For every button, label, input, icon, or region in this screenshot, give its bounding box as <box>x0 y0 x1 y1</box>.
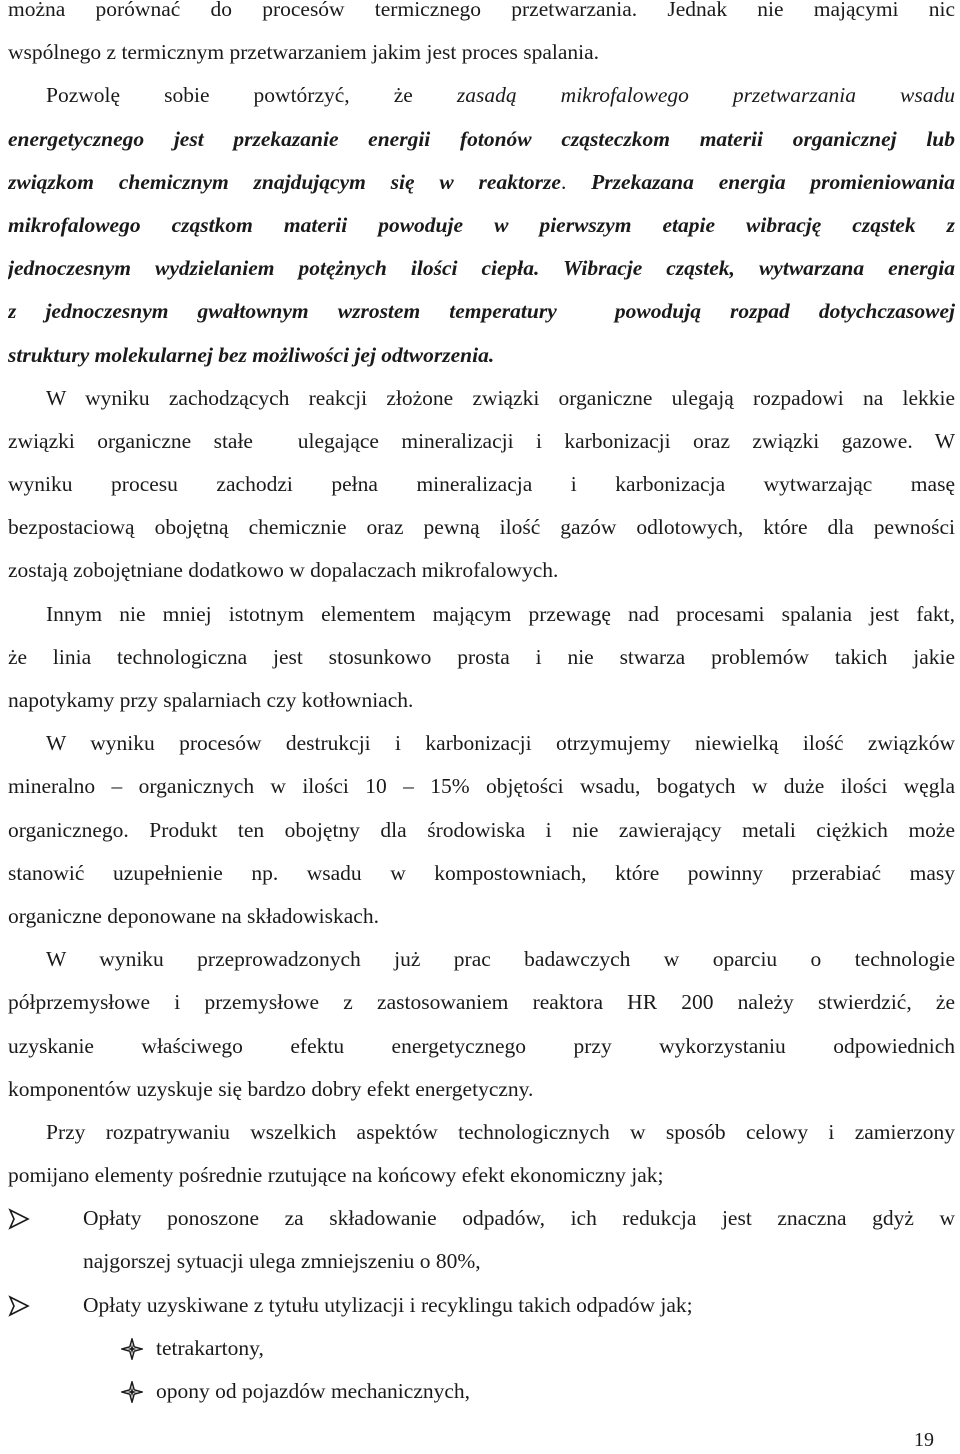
text-line: W wyniku zachodzących reakcji złożone związki organiczne ulegają rozpadowi na lekkie <box>46 385 955 410</box>
bold-italic-segment: energetycznego jest przekazanie energii fotonów cząsteczkom materii organicznej lub <box>8 126 955 151</box>
arrow-bullet-icon <box>8 1208 30 1230</box>
text-line: półprzemysłowe i przemysłowe z zastosowaniem reaktora HR 200 należy stwierdzić, że <box>8 990 955 1015</box>
text-line: zostają zobojętniane dodatkowo w dopalaczach mikrofalowych. <box>8 558 559 583</box>
bullet-text: Opłaty uzyskiwane z tytułu utylizacji i recyklingu takich odpadów jak; <box>83 1292 693 1317</box>
text-line: komponentów uzyskuje się bardzo dobry efekt energetyczny. <box>8 1076 534 1101</box>
bullet-item <box>8 1197 955 1283</box>
paragraph-4 <box>8 593 955 723</box>
text-line <box>8 74 955 117</box>
bold-italic-segment: związkom chemicznym znajdującym się w reaktorze <box>8 169 561 194</box>
bullet-item <box>8 1284 955 1414</box>
text-line <box>8 1197 955 1240</box>
paragraph-5 <box>8 722 955 938</box>
text-line: organicznego. Produkt ten obojętny dla środowiska i nie zawierający metali ciężkich może <box>8 817 955 842</box>
text-line: W wyniku przeprowadzonych już prac badawczych w oparciu o technologie <box>46 947 955 972</box>
paragraph-6 <box>8 938 955 1111</box>
text-line <box>8 247 955 290</box>
paragraph-2 <box>8 74 955 376</box>
text-line: że linia technologiczna jest stosunkowo prosta i nie stwarza problemów takich jakie <box>8 644 955 669</box>
text-line <box>8 334 955 377</box>
text-line: napotykamy przy spalarniach czy kotłowniach. <box>8 688 414 712</box>
text-line: Przy rozpatrywaniu wszelkich aspektów technologicznych w sposób celowy i zamierzony <box>46 1119 955 1144</box>
diamond-bullet-icon <box>121 1381 143 1403</box>
text-line: bezpostaciową obojętną chemicznie oraz pewną ilość gazów odlotowych, które dla pewności <box>8 515 955 540</box>
sub-bullet-item <box>8 1370 955 1413</box>
text-line: W wyniku procesów destrukcji i karbonizacji otrzymujemy niewielką ilość związków <box>46 731 955 756</box>
sub-bullet-item <box>8 1327 955 1370</box>
paragraph-7 <box>8 1111 955 1197</box>
paragraph-1 <box>8 0 955 74</box>
text-line: mineralno – organicznych w ilości 10 – 15% objętości wsadu, bogatych w duże ilości węgla <box>8 774 955 799</box>
text-line: pomijano elementy pośrednie rzutujące na końcowy efekt ekonomiczny jak; <box>8 1163 664 1188</box>
arrow-bullet-icon <box>8 1295 30 1317</box>
page-number: 19 <box>914 1429 934 1451</box>
text-line: najgorszej sytuacji ulega zmniejszeniu o 80%, <box>83 1249 481 1274</box>
text-line: uzyskanie właściwego efektu energetycznego przy wykorzystaniu odpowiednich <box>8 1033 955 1058</box>
italic-segment: zasadą mikrofalowego przetwarzania wsadu <box>456 83 955 108</box>
document-page <box>8 0 955 1413</box>
sub-bullet-text: opony od pojazdów mechanicznych, <box>156 1379 471 1403</box>
text-line: wspólnego z termicznym przetwarzaniem jakim jest proces spalania. <box>8 40 600 65</box>
text-line <box>8 118 955 161</box>
text-line: stanowić uzupełnienie np. wsadu w kompostowniach, które powinny przerabiać masy <box>8 860 955 885</box>
text-segment: . <box>560 169 592 194</box>
bold-italic-segment: Przekazana energia promieniowania <box>591 169 955 194</box>
text-segment: Pozwolę sobie powtórzyć, że <box>46 83 457 108</box>
diamond-bullet-icon <box>121 1338 143 1360</box>
text-line <box>8 161 955 204</box>
sub-bullet-text: tetrakartony, <box>156 1335 264 1360</box>
bold-italic-segment: mikrofalowego cząstkom materii powoduje w pierwszym etapie wibrację cząstek z <box>8 212 955 237</box>
text-line <box>8 290 955 333</box>
bold-italic-segment: z jednoczesnym gwałtownym wzrostem temperatury powodują rozpad dotychczasowej <box>8 299 955 324</box>
bold-italic-segment: struktury molekularnej bez możliwości jej odtworzenia. <box>8 342 495 367</box>
text-line: organiczne deponowane na składowiskach. <box>8 903 379 928</box>
bold-italic-segment: jednoczesnym wydzielaniem potężnych ilości ciepła. Wibracje cząstek, wytwarzana energia <box>8 256 955 281</box>
text-line <box>8 1284 955 1327</box>
text-line: związki organiczne stałe ulegające mineralizacji i karbonizacji oraz związki gazowe. W <box>8 428 955 453</box>
bullet-text: Opłaty ponoszone za składowanie odpadów, ich redukcja jest znaczna gdyż w <box>83 1206 955 1231</box>
paragraph-3 <box>8 377 955 593</box>
text-line: Innym nie mniej istotnym elementem mającym przewagę nad procesami spalania jest fakt, <box>46 601 955 626</box>
text-line: wyniku procesu zachodzi pełna mineralizacja i karbonizacja wytwarzając masę <box>8 472 955 497</box>
text-line: można porównać do procesów termicznego przetwarzania. Jednak nie mającymi nic <box>8 0 955 21</box>
text-line <box>8 204 955 247</box>
